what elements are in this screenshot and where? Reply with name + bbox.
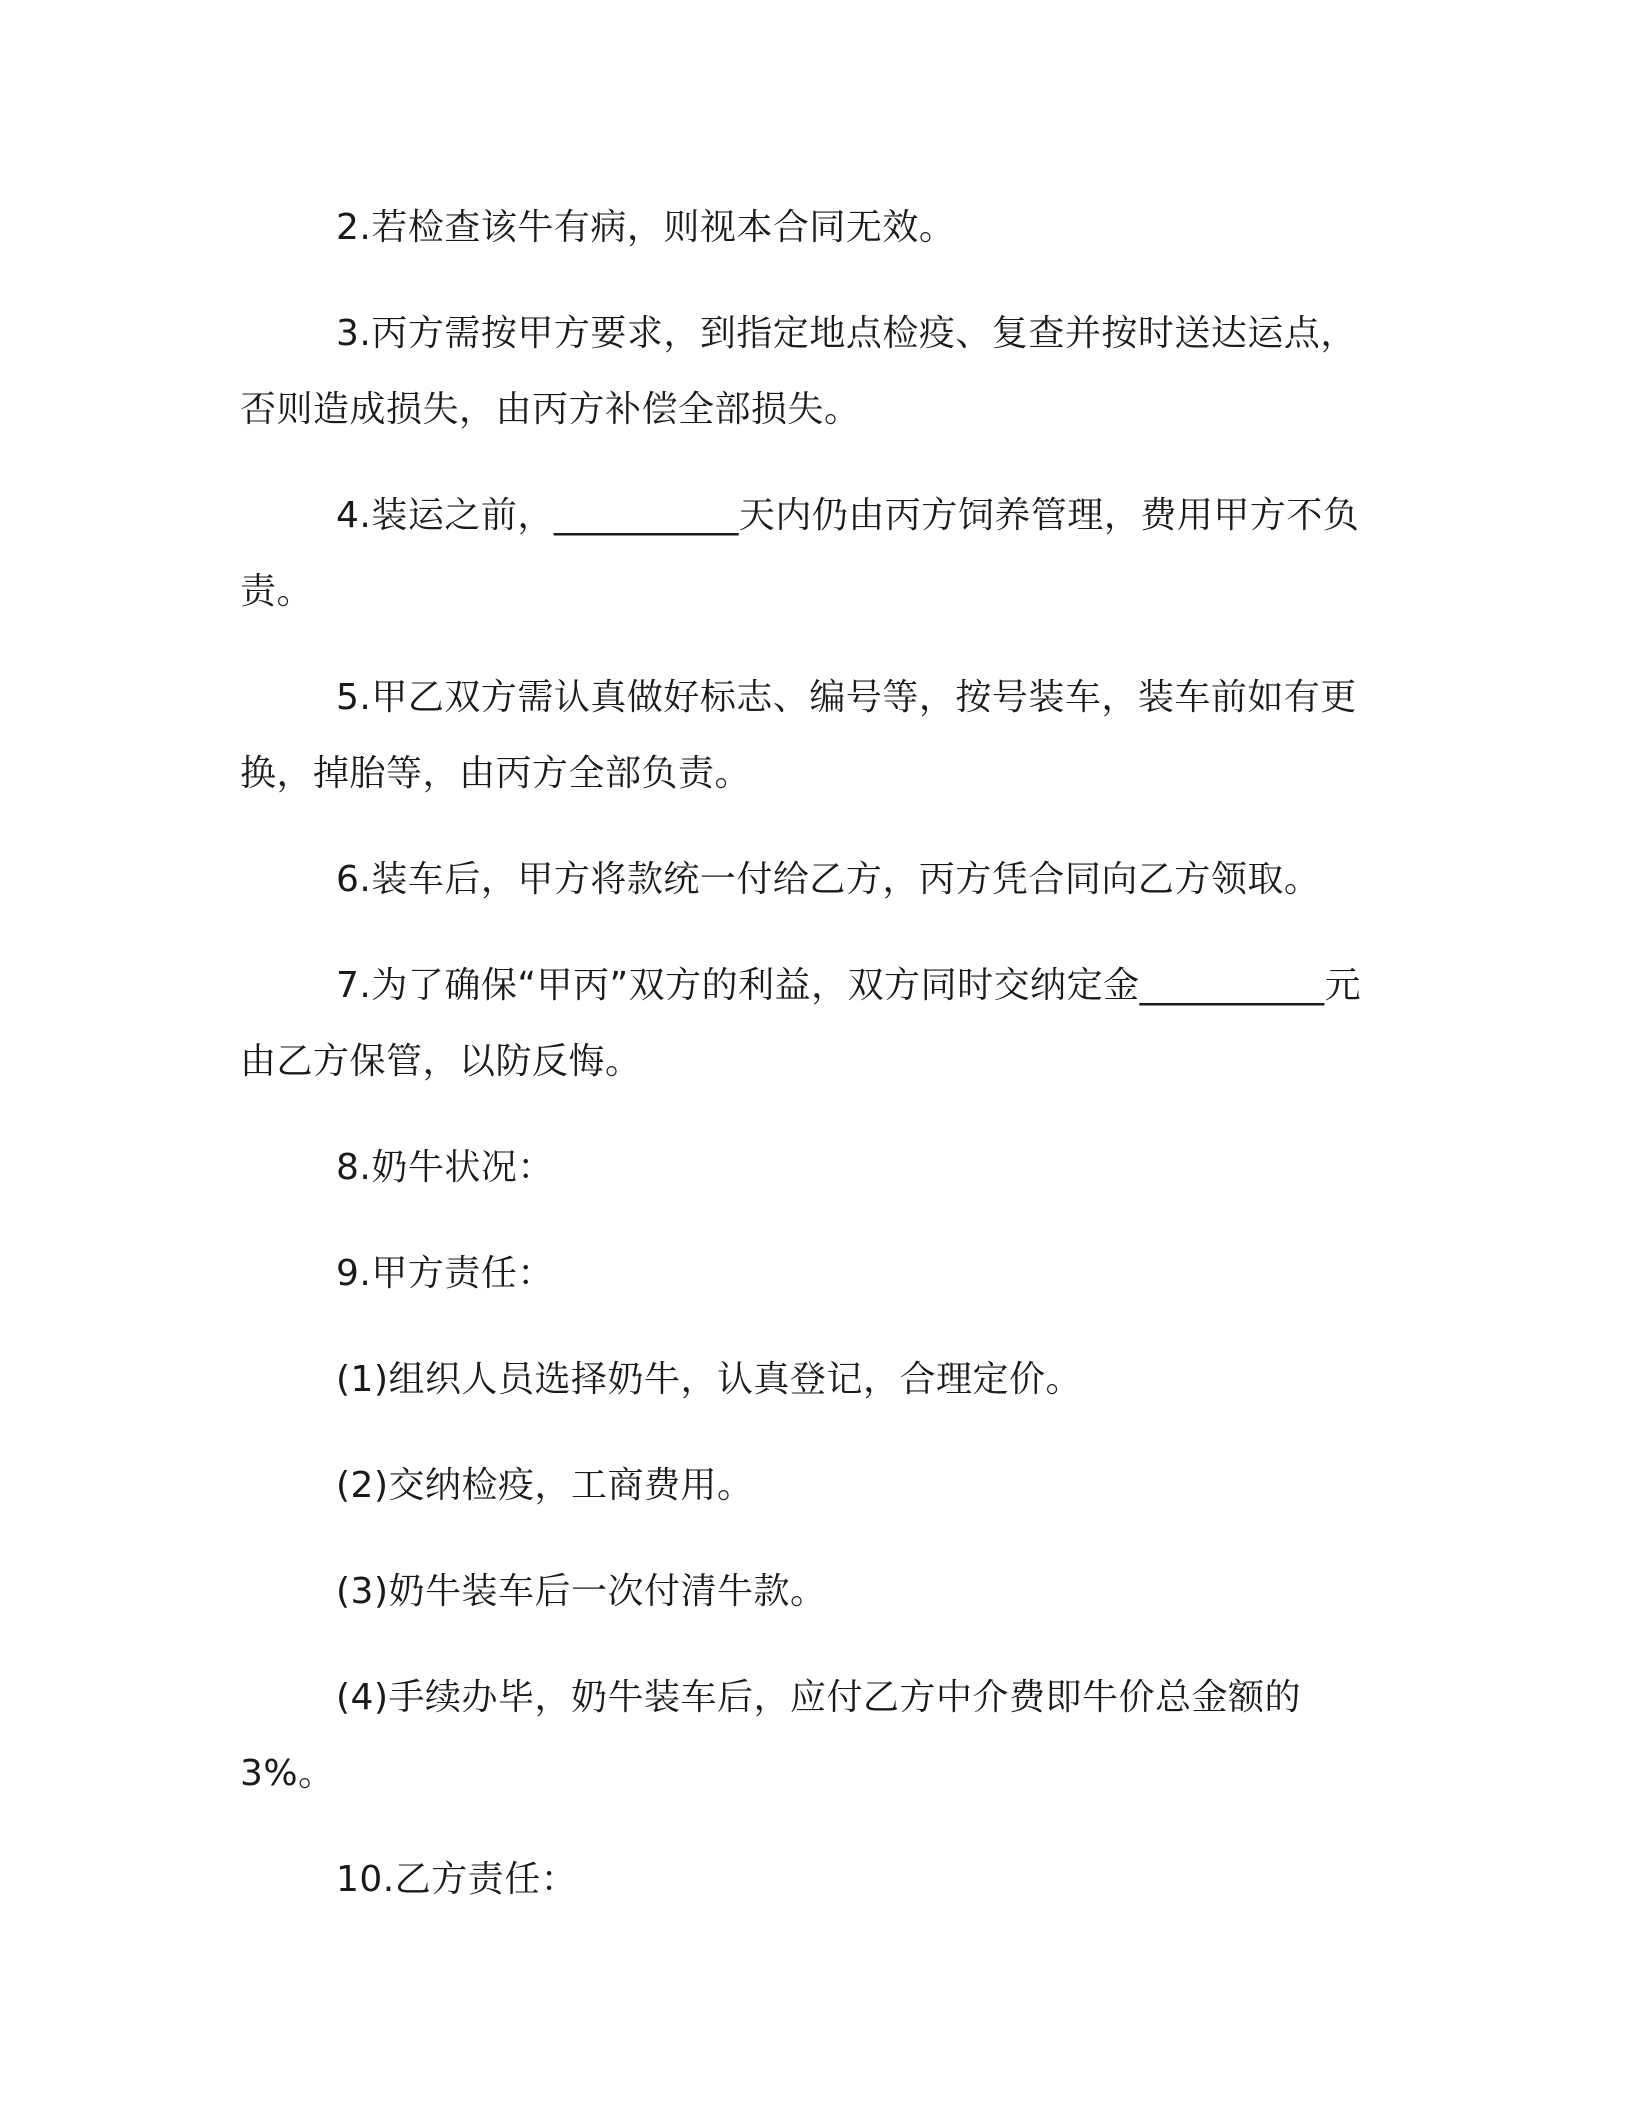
- paragraph-item-1: (1)组织人员选择奶牛，认真登记，合理定价。: [336, 1359, 1082, 1400]
- paragraph-clause-2: 2.若检查该牛有病，则视本合同无效。: [336, 207, 956, 248]
- paragraph-clause-3: 3.丙方需按甲方要求，到指定地点检疫、复查并按时送达运点，否则造成损失，由丙方补偿全部损失。: [240, 313, 1357, 430]
- paragraph-clause-4: 4.装运之前，__________天内仍由丙方饲养管理，费用甲方不负责。: [240, 495, 1360, 612]
- paragraph-clause-6: 6.装车后，甲方将款统一付给乙方，丙方凭合同向乙方领取。: [336, 859, 1321, 900]
- paragraph-clause-7: 7.为了确保“甲丙”双方的利益，双方同时交纳定金__________元由乙方保管，以防反悔。: [240, 965, 1362, 1082]
- document-body: [240, 190, 1380, 1918]
- paragraph-clause-8: 8.奶牛状况：: [336, 1147, 554, 1188]
- paragraph-clause-10: 10.乙方责任：: [336, 1859, 578, 1900]
- paragraph-clause-9: 9.甲方责任：: [336, 1253, 554, 1294]
- paragraph-item-3: (3)奶牛装车后一次付清牛款。: [336, 1571, 827, 1612]
- paragraph-item-4: (4)手续办毕，奶牛装车后，应付乙方中介费即牛价总金额的 3%。: [240, 1677, 1301, 1794]
- paragraph-clause-5: 5.甲乙双方需认真做好标志、编号等，按号装车，装车前如有更换，掉胎等，由丙方全部负责。: [240, 677, 1357, 794]
- paragraph-item-2: (2)交纳检疫，工商费用。: [336, 1465, 754, 1506]
